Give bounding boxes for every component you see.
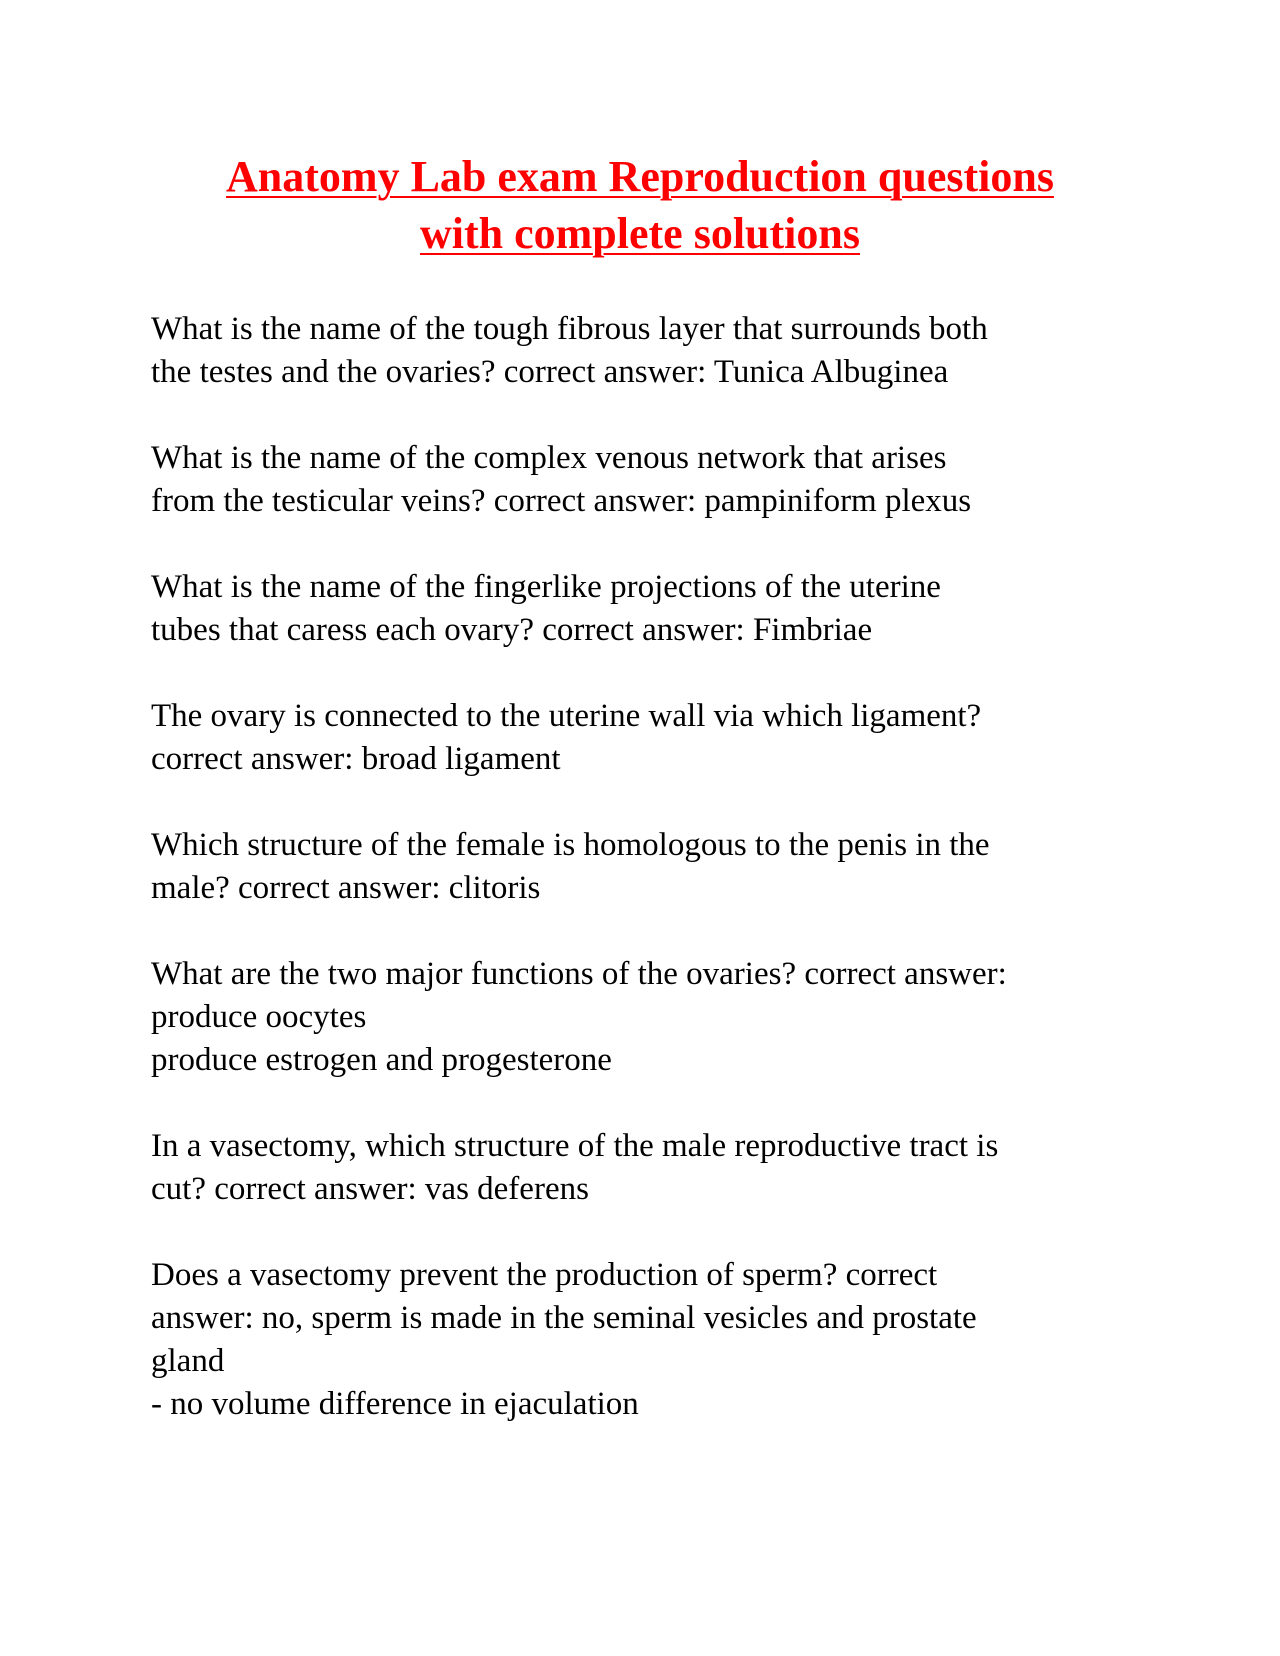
qa-line: Does a vasectomy prevent the production of sperm? correct — [151, 1257, 938, 1293]
qa-item — [151, 308, 1141, 394]
qa-item — [151, 953, 1141, 1082]
qa-line: produce estrogen and progesterone — [151, 1042, 612, 1078]
qa-line: What is the name of the tough fibrous layer that surrounds both — [151, 311, 988, 347]
qa-line: What is the name of the fingerlike projections of the uterine — [151, 569, 941, 605]
qa-line: The ovary is connected to the uterine wall via which ligament? — [151, 698, 982, 734]
qa-line: Which structure of the female is homologous to the penis in the — [151, 827, 990, 863]
title-line: Anatomy Lab exam Reproduction questions — [226, 152, 1054, 201]
qa-line: gland — [151, 1343, 225, 1379]
qa-line: - no volume difference in ejaculation — [151, 1386, 639, 1422]
qa-line: produce oocytes — [151, 999, 367, 1035]
qa-item — [151, 824, 1141, 910]
qa-item — [151, 695, 1141, 781]
qa-line: tubes that caress each ovary? correct answer: Fimbriae — [151, 612, 873, 648]
document-title — [140, 148, 1140, 262]
qa-line: In a vasectomy, which structure of the male reproductive tract is — [151, 1128, 999, 1164]
qa-item — [151, 566, 1141, 652]
qa-line: What is the name of the complex venous network that arises — [151, 440, 947, 476]
qa-line: answer: no, sperm is made in the seminal vesicles and prostate — [151, 1300, 977, 1336]
qa-line: What are the two major functions of the ovaries? correct answer: — [151, 956, 1007, 992]
qa-line: the testes and the ovaries? correct answer: Tunica Albuginea — [151, 354, 949, 390]
qa-item — [151, 437, 1141, 523]
document-body — [151, 308, 1141, 1469]
qa-item — [151, 1254, 1141, 1426]
qa-line: male? correct answer: clitoris — [151, 870, 541, 906]
qa-item — [151, 1125, 1141, 1211]
qa-line: from the testicular veins? correct answer: pampiniform plexus — [151, 483, 972, 519]
qa-line: cut? correct answer: vas deferens — [151, 1171, 589, 1207]
qa-line: correct answer: broad ligament — [151, 741, 561, 777]
title-line: with complete solutions — [420, 209, 860, 258]
